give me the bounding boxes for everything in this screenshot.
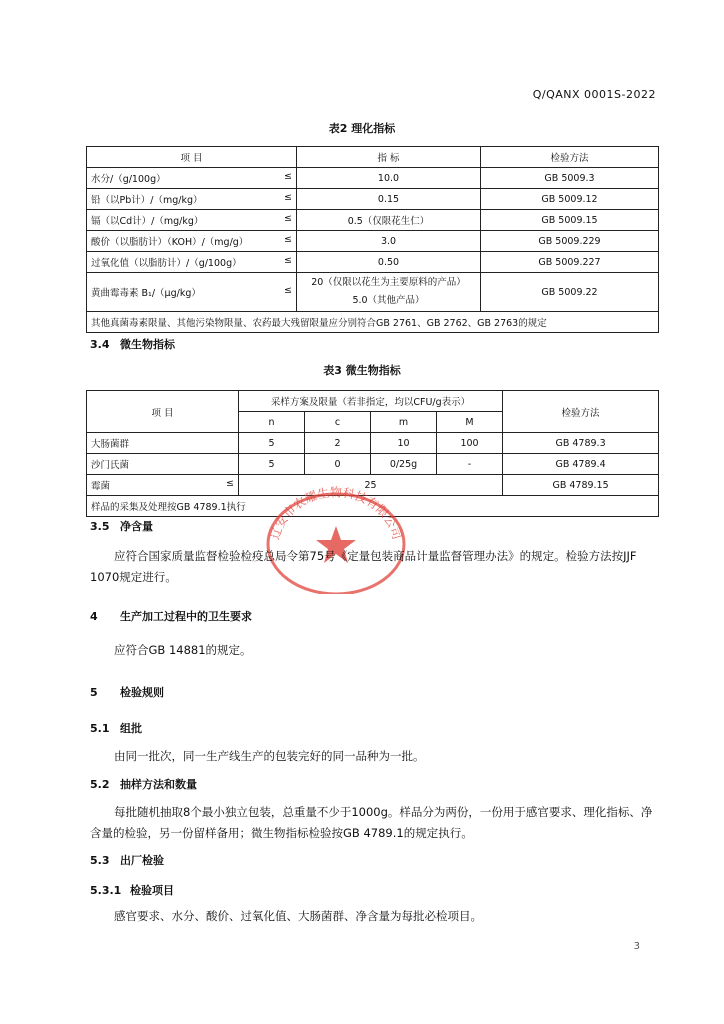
n-cell: 5 bbox=[239, 433, 305, 454]
section-number: 5.3 bbox=[90, 854, 110, 867]
page-number: 3 bbox=[633, 941, 640, 952]
method-cell: GB 5009.15 bbox=[481, 210, 659, 231]
m-cell: 10 bbox=[371, 433, 437, 454]
mold-value-cell: 25 bbox=[239, 475, 503, 496]
n-cell: 5 bbox=[239, 454, 305, 475]
item-name: 黄曲霉毒素 B₁/（μg/kg） bbox=[91, 288, 201, 299]
section-5-heading bbox=[90, 684, 164, 700]
table-row bbox=[87, 189, 659, 210]
table2-header-row bbox=[87, 147, 659, 168]
table2-header-value: 指 标 bbox=[297, 147, 481, 168]
method-cell: GB 5009.12 bbox=[481, 189, 659, 210]
item-name: 大肠菌群 bbox=[87, 433, 239, 454]
value-cell bbox=[297, 273, 481, 312]
table2-item-cell bbox=[87, 231, 297, 252]
section-5-3-heading bbox=[90, 852, 164, 868]
item-name: 水分/（g/100g） bbox=[91, 174, 166, 185]
section-title: 微生物指标 bbox=[120, 338, 175, 351]
table-row bbox=[87, 252, 659, 273]
m-cell: 0/25g bbox=[371, 454, 437, 475]
M-cell: - bbox=[437, 454, 503, 475]
section-5-2-heading bbox=[90, 776, 197, 792]
table3-header-row bbox=[87, 391, 659, 412]
table3-title: 表3 微生物指标 bbox=[323, 364, 401, 377]
seal-text-path: 辽安市农耀生物科技有限公司 bbox=[267, 486, 405, 542]
method-cell: GB 5009.229 bbox=[481, 231, 659, 252]
table3-header-item: 项 目 bbox=[87, 391, 239, 433]
table2-item-cell bbox=[87, 189, 297, 210]
table2-physicochemical bbox=[86, 146, 659, 333]
section-number: 3.4 bbox=[90, 338, 110, 351]
table2-header-item: 项 目 bbox=[87, 147, 297, 168]
table2-item-cell bbox=[87, 273, 297, 312]
section-title: 检验项目 bbox=[130, 884, 174, 897]
section-3-5-body: 应符合国家质量监督检验检疫总局令第75号《定量包装商品计量监督管理办法》的规定。检验方法按JJF 1070规定进行。 bbox=[90, 549, 637, 584]
value-cell: 0.15 bbox=[297, 189, 481, 210]
method-cell: GB 4789.3 bbox=[503, 433, 659, 454]
table2-title: 表2 理化指标 bbox=[328, 122, 396, 135]
document-code: Q/QANX 0001S-2022 bbox=[532, 88, 656, 101]
section-number: 5 bbox=[90, 686, 98, 699]
value-line-1: 20（仅限以花生为主要原料的产品） bbox=[311, 277, 466, 288]
table-row-aflatoxin bbox=[87, 273, 659, 312]
op-sign: ≤ bbox=[284, 192, 292, 203]
method-cell: GB 5009.22 bbox=[481, 273, 659, 312]
table2-item-cell bbox=[87, 168, 297, 189]
table3-header-method: 检验方法 bbox=[503, 391, 659, 433]
op-sign: ≤ bbox=[226, 478, 234, 489]
section-number: 4 bbox=[90, 610, 98, 623]
method-cell: GB 4789.4 bbox=[503, 454, 659, 475]
section-number: 5.2 bbox=[90, 778, 110, 791]
section-3-5-heading bbox=[90, 518, 153, 534]
table-row bbox=[87, 168, 659, 189]
section-title: 检验规则 bbox=[120, 686, 164, 699]
op-sign: ≤ bbox=[284, 255, 292, 266]
section-title: 组批 bbox=[120, 722, 142, 735]
section-4-body: 应符合GB 14881的规定。 bbox=[114, 643, 252, 657]
table2-footnote-row bbox=[87, 312, 659, 333]
item-name: 酸价（以脂肪计）（KOH）/（mg/g） bbox=[91, 237, 249, 248]
subheader-M: M bbox=[437, 412, 503, 433]
table-row bbox=[87, 454, 659, 475]
section-number: 5.1 bbox=[90, 722, 110, 735]
table2-item-cell bbox=[87, 210, 297, 231]
value-cell: 0.5（仅限花生仁） bbox=[297, 210, 481, 231]
method-cell: GB 5009.227 bbox=[481, 252, 659, 273]
section-number: 5.3.1 bbox=[90, 884, 122, 897]
table-row bbox=[87, 433, 659, 454]
table-row bbox=[87, 210, 659, 231]
item-name: 铅（以Pb计）/（mg/kg） bbox=[91, 195, 203, 206]
section-5-3-1-heading bbox=[90, 882, 174, 898]
section-3-4-heading bbox=[90, 336, 175, 352]
M-cell: 100 bbox=[437, 433, 503, 454]
mold-item-cell bbox=[87, 475, 239, 496]
c-cell: 0 bbox=[305, 454, 371, 475]
section-title: 净含量 bbox=[120, 520, 153, 533]
method-cell: GB 4789.15 bbox=[503, 475, 659, 496]
section-5-1-body: 由同一批次，同一生产线生产的包装完好的同一品种为一批。 bbox=[114, 749, 425, 763]
section-5-2-body: 每批随机抽取8个最小独立包装，总重量不少于1000g。样品分为两份，一份用于感官要求、理化指标、净含量的检验，另一份留样备用；微生物指标检验按GB 4789.1的规定执行。 bbox=[90, 805, 653, 840]
item-name: 镉（以Cd计）/（mg/kg） bbox=[91, 216, 204, 227]
op-sign: ≤ bbox=[284, 171, 292, 182]
table2-item-cell bbox=[87, 252, 297, 273]
subheader-c: c bbox=[305, 412, 371, 433]
table2-header-method: 检验方法 bbox=[481, 147, 659, 168]
value-cell: 0.50 bbox=[297, 252, 481, 273]
item-name: 沙门氏菌 bbox=[87, 454, 239, 475]
table2-footnote: 其他真菌毒素限量、其他污染物限量、农药最大残留限量应分别符合GB 2761、GB 2762、GB 2763的规定 bbox=[87, 312, 659, 333]
subheader-n: n bbox=[239, 412, 305, 433]
value-cell: 3.0 bbox=[297, 231, 481, 252]
c-cell: 2 bbox=[305, 433, 371, 454]
op-sign: ≤ bbox=[284, 234, 292, 245]
table-row bbox=[87, 231, 659, 252]
section-title: 抽样方法和数量 bbox=[120, 778, 197, 791]
item-name: 霉菌 bbox=[91, 481, 111, 492]
section-title: 生产加工过程中的卫生要求 bbox=[120, 610, 252, 623]
section-4-heading bbox=[90, 608, 252, 624]
table3-header-plan: 采样方案及限量（若非指定，均以CFU/g表示） bbox=[239, 391, 503, 412]
item-name: 过氧化值（以脂肪计）/（g/100g） bbox=[91, 258, 242, 269]
section-number: 3.5 bbox=[90, 520, 110, 533]
section-5-3-1-body: 感官要求、水分、酸价、过氧化值、大肠菌群、净含量为每批必检项目。 bbox=[114, 909, 482, 923]
value-line-2: 5.0（其他产品） bbox=[352, 295, 425, 306]
op-sign: ≤ bbox=[284, 285, 292, 296]
subheader-m: m bbox=[371, 412, 437, 433]
section-5-1-heading bbox=[90, 720, 142, 736]
op-sign: ≤ bbox=[284, 213, 292, 224]
method-cell: GB 5009.3 bbox=[481, 168, 659, 189]
value-cell: 10.0 bbox=[297, 168, 481, 189]
section-title: 出厂检验 bbox=[120, 854, 164, 867]
table3-footnote: 样品的采集及处理按GB 4789.1执行 bbox=[87, 496, 659, 517]
